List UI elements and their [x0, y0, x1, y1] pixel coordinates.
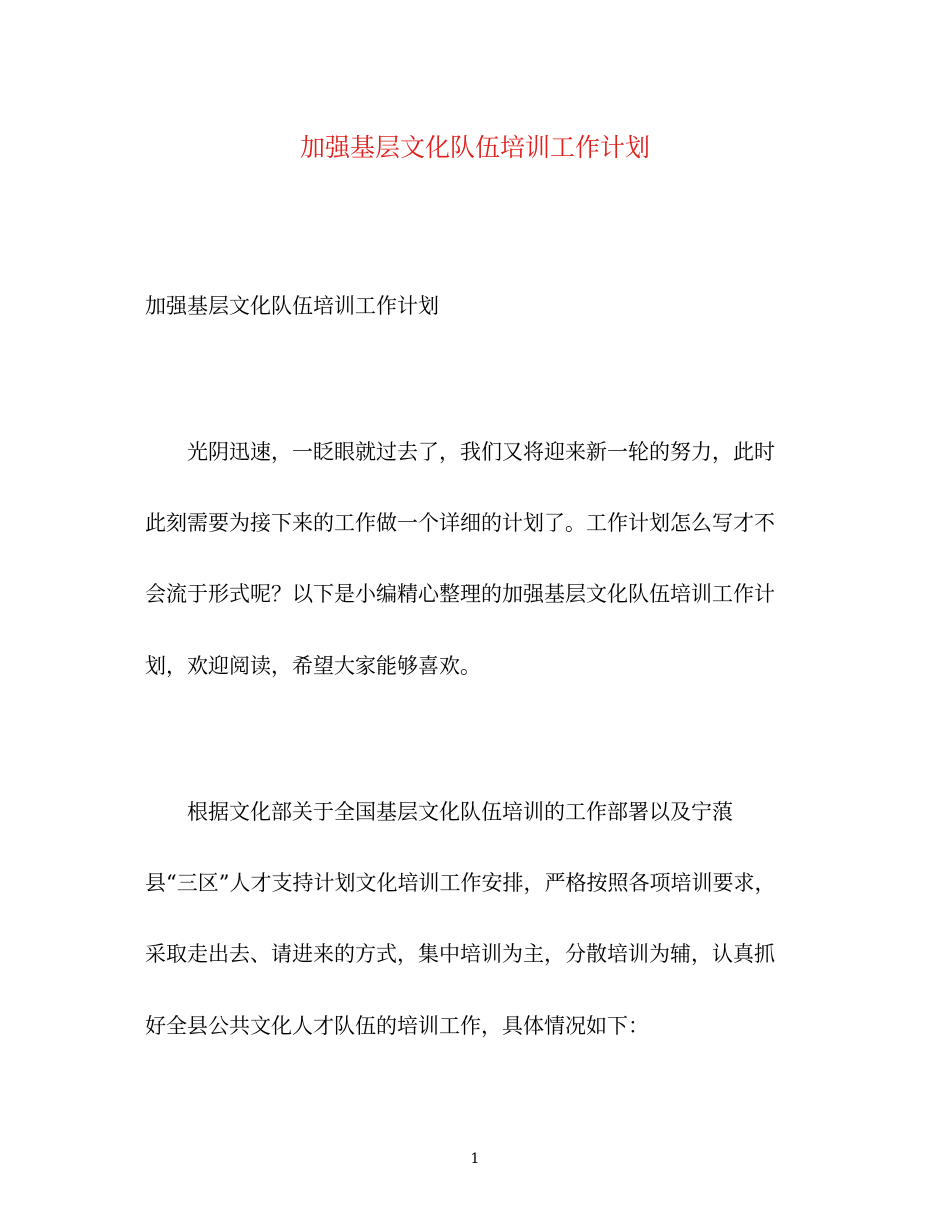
paragraph-line: 会流于形式呢？以下是小编精心整理的加强基层文化队伍培训工作计: [145, 582, 775, 606]
paragraph-line: 此刻需要为接下来的工作做一个详细的计划了。工作计划怎么写才不: [145, 511, 775, 535]
paragraph-line: 划，欢迎阅读，希望大家能够喜欢。: [145, 654, 481, 678]
paragraph-line: 县“三区”人才支持计划文化培训工作安排，严格按照各项培训要求，: [145, 871, 776, 895]
paragraph-line: 光阴迅速，一眨眼就过去了，我们又将迎来新一轮的努力，此时: [187, 440, 775, 464]
paragraph-line: 采取走出去、请进来的方式，集中培训为主，分散培训为辅，认真抓: [145, 942, 775, 966]
document-title: 加强基层文化队伍培训工作计划: [299, 133, 650, 162]
paragraph-line: 根据文化部关于全国基层文化队伍培训的工作部署以及宁蒗: [187, 800, 733, 824]
page-number: 1: [470, 1151, 480, 1167]
paragraph-line: 好全县公共文化人才队伍的培训工作，具体情况如下：: [145, 1014, 649, 1038]
document-subtitle: 加强基层文化队伍培训工作计划: [145, 294, 439, 318]
